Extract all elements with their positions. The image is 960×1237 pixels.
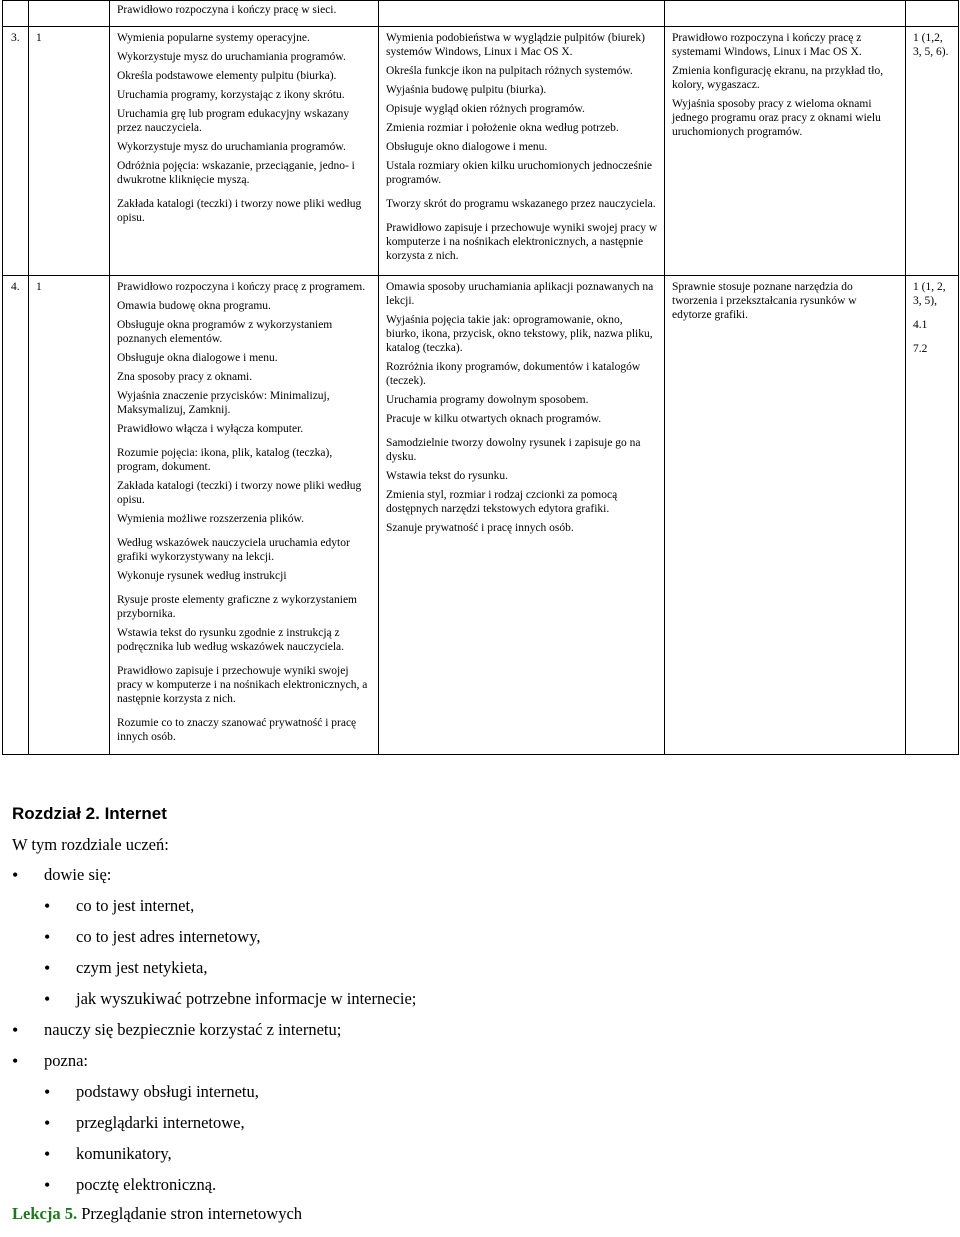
requirement-text: Zmienia styl, rozmiar i rodzaj czcionki za pomocą dostępnych narzędzi tekstowych edytora grafiki.	[386, 489, 618, 515]
basic-requirements-cell	[110, 27, 379, 276]
extended-requirements-cell	[379, 276, 665, 755]
curriculum-ref-cell	[906, 276, 959, 755]
list-item: • co to jest internet,	[44, 895, 942, 917]
requirement-text: Zakłada katalogi (teczki) i tworzy nowe pliki według opisu.	[117, 480, 362, 506]
requirement-text: Określa podstawowe elementy pulpitu (biurka).	[117, 70, 337, 82]
list-item: • podstawy obsługi internetu,	[44, 1081, 942, 1103]
chapter-intro: W tym rozdziale uczeń:	[12, 835, 169, 854]
requirement-text: 4.1	[913, 319, 928, 331]
level-cell: 1	[29, 276, 110, 755]
outcome-group	[12, 1019, 942, 1041]
list-item: • pocztę elektroniczną.	[44, 1174, 942, 1196]
lesson-number-cell: 3.	[3, 27, 29, 276]
requirement-text: Prawidłowo rozpoczyna i kończy pracę z programem.	[117, 281, 366, 293]
requirement-text: Zakłada katalogi (teczki) i tworzy nowe pliki według opisu.	[117, 198, 362, 224]
requirement-text: Obsługuje okna programów z wykorzystaniem poznanych elementów.	[117, 319, 333, 345]
requirement-text: Zna sposoby pracy z oknami.	[117, 371, 253, 383]
requirement-text: Szanuje prywatność i pracę innych osób.	[386, 522, 574, 534]
extended-requirements-cell	[379, 27, 665, 276]
requirement-text: Wyjaśnia znaczenie przycisków: Minimalizuj, Maksymalizuj, Zamknij.	[117, 390, 330, 416]
requirement-text: Uruchamia grę lub program edukacyjny wskazany przez nauczyciela.	[117, 108, 350, 134]
curriculum-table	[2, 0, 959, 755]
requirement-text: Pracuje w kilku otwartych oknach programów.	[386, 413, 602, 425]
curriculum-ref-cell	[906, 1, 959, 27]
requirement-text: Wykonuje rysunek według instrukcji	[117, 570, 287, 582]
chapter-section	[12, 802, 942, 1225]
requirement-text: Uruchamia programy dowolnym sposobem.	[386, 394, 589, 406]
lesson-number-cell: 4.	[3, 276, 29, 755]
outcome-group	[12, 864, 942, 1010]
outcome-group-label: dowie się:	[44, 865, 112, 884]
requirement-text: Omawia budowę okna programu.	[117, 300, 271, 312]
requirement-text: Wyjaśnia budowę pulpitu (biurka).	[386, 84, 547, 96]
requirement-text: Zmienia konfigurację ekranu, na przykład tło, kolory, wygaszacz.	[672, 65, 884, 91]
requirement-text: Uruchamia programy, korzystając z ikony skrótu.	[117, 89, 345, 101]
outcome-group-label: pozna:	[44, 1051, 88, 1070]
requirement-text: Wstawia tekst do rysunku.	[386, 470, 509, 482]
requirement-text: Tworzy skrót do programu wskazanego przez nauczyciela.	[386, 198, 656, 210]
requirement-text: Odróżnia pojęcia: wskazanie, przeciąganie, jedno- i dwukrotne kliknięcie myszą.	[117, 160, 355, 186]
high-requirements-cell	[665, 276, 906, 755]
requirement-text: Samodzielnie tworzy dowolny rysunek i zapisuje go na dysku.	[386, 437, 641, 463]
requirement-text: Rozumie pojęcia: ikona, plik, katalog (teczka), program, dokument.	[117, 447, 333, 473]
requirement-text: Wykorzystuje mysz do uruchamiania programów.	[117, 51, 346, 63]
outcome-group-label: nauczy się bezpiecznie korzystać z internetu;	[44, 1020, 342, 1039]
requirement-text: Wykorzystuje mysz do uruchamiania programów.	[117, 141, 346, 153]
requirement-text: Obsługuje okno dialogowe i menu.	[386, 141, 548, 153]
list-item: • przeglądarki internetowe,	[44, 1112, 942, 1134]
requirement-text: Obsługuje okna dialogowe i menu.	[117, 352, 278, 364]
requirement-text: Rozumie co to znaczy szanować prywatność i pracę innych osób.	[117, 717, 357, 743]
requirement-text: Ustala rozmiary okien kilku uruchomionych jednocześnie programów.	[386, 160, 653, 186]
table-row	[3, 276, 959, 755]
requirement-text: Prawidłowo zapisuje i przechowuje wyniki swojej pracy w komputerze i na nośnikach elektronicznych, a następnie korzysta z nich.	[386, 222, 658, 262]
list-item: • co to jest adres internetowy,	[44, 926, 942, 948]
requirement-text: Według wskazówek nauczyciela uruchamia edytor grafiki wykorzystywany na lekcji.	[117, 537, 350, 563]
outcome-sublist	[44, 1081, 942, 1196]
requirement-text: Prawidłowo włącza i wyłącza komputer.	[117, 423, 304, 435]
chapter-heading: Rozdział 2. Internet	[12, 804, 167, 823]
requirement-text: Rozróżnia ikony programów, dokumentów i katalogów (teczek).	[386, 361, 641, 387]
requirement-text: Prawidłowo rozpoczyna i kończy pracę z systemami Windows, Linux i Mac OS X.	[672, 32, 862, 58]
requirement-text: Prawidłowo zapisuje i przechowuje wyniki swojej pracy w komputerze i na nośnikach elektronicznych, a następnie korzysta z nich.	[117, 665, 368, 705]
requirement-text: Zmienia rozmiar i położenie okna według potrzeb.	[386, 122, 619, 134]
requirement-text: Wymienia podobieństwa w wyglądzie pulpitów (biurek) systemów Windows, Linux i Mac OS X.	[386, 32, 645, 58]
requirement-text: Określa funkcje ikon na pulpitach różnych systemów.	[386, 65, 633, 77]
requirement-text: Rysuje proste elementy graficzne z wykorzystaniem przybornika.	[117, 594, 357, 620]
requirement-text: Wymienia możliwe rozszerzenia plików.	[117, 513, 304, 525]
outcomes-list	[12, 864, 942, 1196]
requirement-text: Omawia sposoby uruchamiania aplikacji poznawanych na lekcji.	[386, 281, 654, 307]
basic-requirements-cell	[110, 276, 379, 755]
table-row	[3, 1, 959, 27]
table-row	[3, 27, 959, 276]
requirement-text: 1 (1,2, 3, 5, 6).	[913, 32, 949, 58]
outcome-sublist	[44, 895, 942, 1010]
level-cell: 1	[29, 27, 110, 276]
requirement-text: 7.2	[913, 343, 928, 355]
high-requirements-cell	[665, 27, 906, 276]
lesson-number: Lekcja 5.	[12, 1204, 78, 1223]
lesson-title	[12, 1203, 942, 1225]
lesson-number-cell	[3, 1, 29, 27]
requirement-text: Prawidłowo rozpoczyna i kończy pracę w sieci.	[117, 4, 337, 16]
high-requirements-cell	[665, 1, 906, 27]
requirement-text: Opisuje wygląd okien różnych programów.	[386, 103, 585, 115]
extended-requirements-cell	[379, 1, 665, 27]
basic-requirements-cell	[110, 1, 379, 27]
requirement-text: 1 (1, 2, 3, 5),	[913, 281, 946, 307]
curriculum-ref-cell	[906, 27, 959, 276]
requirement-text: Sprawnie stosuje poznane narzędzia do tworzenia i przekształcania rysunków w edytorze grafiki.	[672, 281, 857, 321]
lesson-name: Przeglądanie stron internetowych	[81, 1204, 303, 1223]
outcome-group	[12, 1050, 942, 1196]
level-cell	[29, 1, 110, 27]
requirement-text: Wyjaśnia pojęcia takie jak: oprogramowanie, okno, biurko, ikona, przycisk, okno tekstowy, plik, nazwa pliku, katalog (teczka).	[386, 314, 653, 354]
requirement-text: Wyjaśnia sposoby pracy z wieloma oknami jednego programu oraz pracy z oknami wielu uruchomionych programów.	[672, 98, 881, 138]
list-item: • komunikatory,	[44, 1143, 942, 1165]
list-item: • czym jest netykieta,	[44, 957, 942, 979]
requirement-text: Wymienia popularne systemy operacyjne.	[117, 32, 310, 44]
requirement-text: Wstawia tekst do rysunku zgodnie z instrukcją z podręcznika lub według wskazówek nauczyciela.	[117, 627, 345, 653]
list-item: • jak wyszukiwać potrzebne informacje w internecie;	[44, 988, 942, 1010]
